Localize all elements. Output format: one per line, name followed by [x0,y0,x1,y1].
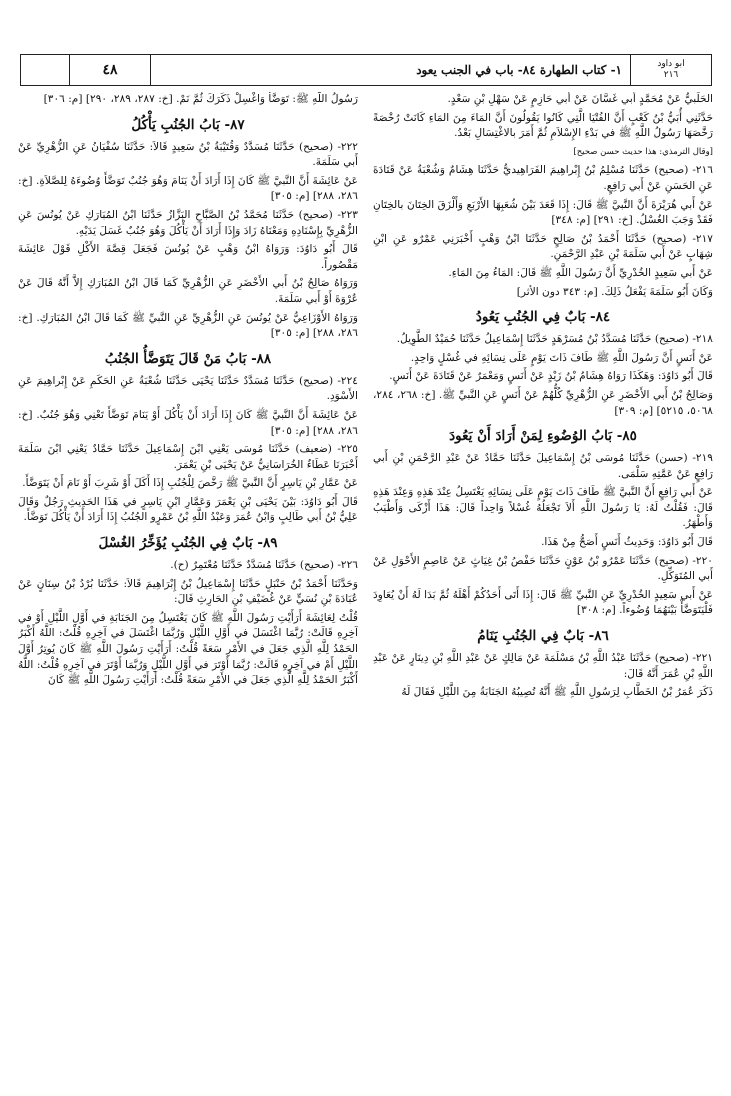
paragraph: رَسُولُ اللَّهِ ﷺ: تَوَضَّأْ وَاغْسِلْ ذَكَرَكَ ثُمَّ نَمْ. [خ: ٢٨٧، ٢٨٩، ٢٩٠] [م: ٣٠٦] [43,93,358,105]
paragraph: عَنْ أَبي هُرَيْرَةَ أَنَّ النَّبيَّ ﷺ قَالَ: إِذَا قَعَدَ بَيْنَ شُعَبِهَا الأَرْبَعِ وَأَلْزَقَ الخِتَانَ بالخِتَانِ فَقَدْ وَجَبَ الغُسْلُ. [خ: ٢٩١] [م: ٣٤٨] [373,198,713,227]
section-heading: ٨٤- بَابٌ فِي الجُنُبِ يَعُودُ [475,309,611,326]
paragraph: حَدَّثَنِي أُبَيُّ بْنُ كَعْبٍ أَنَّ الفُتْيَا الَّتِي كَانُوا يَقُولُونَ أَنَّ المَاءَ مِنَ المَاءِ كَانَتْ رُخْصَةً رَخَّصَهَا رَسُولُ اللَّهِ ﷺ في بَدْءِ الإِسْلاَمِ ثُمَّ أَمَرَ بالاغْتِسَالِ بَعْدُ. [373,111,713,140]
page-header [20,54,712,86]
footnote: [وقال الترمذي: هذا حديث حسن صحيح] [573,146,713,157]
paragraph: وَصَالِحُ بْنُ أَبي الأَخْضَرِ عَنِ الزُّهْرِيِّ كُلُّهُمْ عَنْ أَنَسٍ عَنِ النَّبيِّ ﷺ. [خ: ٢٦٨، ٢٨٤، ٥٠٦٨، ٥٢١٥] [م: ٣٠٩] [373,388,713,417]
paragraph: ٢٢١- (صحيح) حَدَّثَنَا عَبْدُ اللَّهِ بْنُ مَسْلَمَةَ عَنْ مَالِكٍ عَنْ عَبْدِ اللَّهِ بْنِ دِينَارٍ عَنْ عَبْدِ اللَّهِ بْنِ عُمَرَ أَنَّهُ قَالَ: [373,652,713,680]
paragraph: ٢١٧- (صحيح) حَدَّثَنَا أَحْمَدُ بْنُ صَالِحٍ حَدَّثَنَا ابْنُ وَهْبٍ أَخْبَرَنِي عَمْرٌو عَنِ ابْنِ شِهَابٍ عَنْ أَبي سَلَمَةَ بْنِ عَبْدِ الرَّحْمَنِ. [373,232,713,261]
section-heading: ٨٦- بَابٌ فِي الجُنُبِ يَنَامُ [477,628,609,645]
section-heading: ٨٩- بَابٌ فِي الجُنُبِ يُؤَخِّرُ الغُسْلَ [98,535,278,552]
paragraph: وَرَوَاهُ الأَوْزَاعِيُّ عَنْ يُونُسَ عَنِ الزُّهْرِيِّ عَنِ النَّبيِّ ﷺ كَمَا قَالَ ابْنُ المُبَارَكِ. [خ: ٢٨٦، ٢٨٨] [م: ٣٠٥] [18,311,358,340]
header-blank-cell [21,55,69,85]
left-column [18,92,358,1092]
paragraph: الحَلَبيُّ عَنْ مُحَمَّدٍ أَبي غَسَّانَ عَنْ أَبي حَازِمٍ عَنْ سَهْلِ بْنِ سَعْدٍ. [447,93,713,105]
paragraph: قُلْتُ لِعَائِشَةَ أَرَأَيْتِ رَسُولَ اللَّهِ ﷺ كَانَ يَغْتَسِلُ مِنَ الجَنَابَةِ في أَوَّلِ اللَّيْلِ أَوْ في آخِرِهِ قَالَتْ: رُبَّمَا اغْتَسَلَ في أَوَّلِ اللَّيْلِ وَرُبَّمَا اغْتَسَلَ في آخِرِهِ قُلْتُ: اللَّهُ أَكْبَرُ الحَمْدُ لِلَّهِ الَّذِي جَعَلَ في الأَمْرِ سَعَةً قُلْتُ: أَرَأَيْتِ رَسُولَ اللَّهِ ﷺ كَانَ يُوتِرُ أَوَّلَ اللَّيْلِ أَمْ في آخِرِهِ قَالَتْ: رُبَّمَا أَوْتَرَ في أَوَّلِ اللَّيْلِ وَرُبَّمَا أَوْتَرَ في آخِرِهِ قُلْتُ: اللَّهُ أَكْبَرُ الحَمْدُ لِلَّهِ الَّذِي جَعَلَ في الأَمْرِ سَعَةً قُلْتُ: أَرَأَيْتِ رَسُولَ اللَّهِ ﷺ كَانَ [18,611,358,687]
book-number: ٢١٦ [663,70,679,80]
section-heading: ٨٥- بَابُ الوُضُوءِ لِمَنْ أَرَادَ أَنْ يَعُودَ [449,428,637,445]
paragraph: ٢١٩- (حسن) حَدَّثَنَا مُوسَى بْنُ إِسْمَاعِيلَ حَدَّثَنَا حَمَّادٌ عَنْ عَبْدِ الرَّحْمَنِ بْنِ أَبي رَافِعٍ عَنْ عَمَّتِهِ سَلْمَى. [373,452,713,480]
paragraph: وَحَدَّثَنَا أَحْمَدُ بْنُ حَنْبَلٍ حَدَّثَنَا إِسْمَاعِيلُ بْنُ إِبْرَاهِيمَ قَالاَ: حَدَّثَنَا بُرْدُ بْنُ سِنَانٍ عَنْ عُبَادَةَ بْنِ نُسَيٍّ عَنْ غُضَيْفِ بْنِ الحَارِثِ قَالَ: [18,577,358,606]
paragraph: ذَكَرَ عُمَرُ بْنُ الخَطَّابِ لِرَسُولِ اللَّهِ ﷺ أَنَّهُ تُصِيبُهُ الجَنَابَةُ مِنَ اللَّيْلِ فَقَالَ لَهُ [401,686,713,699]
paragraph: ٢٢٣- (صحيح) حَدَّثَنَا مُحَمَّدُ بْنُ الصَّبَّاحِ البَزَّازُ حَدَّثَنَا ابْنُ المُبَارَكِ عَنْ يُونُسَ عَنِ الزُّهْرِيِّ بِإِسْنَادِهِ وَمَعْنَاهُ زَادَ وَإِذَا أَرَادَ أَنْ يَأْكُلَ وَهُوَ جُنُبٌ غَسَلَ يَدَيْهِ. [18,208,358,237]
paragraph: عَنْ أَبي سَعِيدٍ الخُدْرِيِّ عَنِ النَّبيِّ ﷺ قَالَ: إِذَا أَتَى أَحَدُكُمْ أَهْلَهُ ثُمَّ بَدَا لَهُ أَنْ يُعَاوِدَ فَلْيَتَوَضَّأْ بَيْنَهُمَا وُضُوءاً. [م: ٣٠٨] [373,588,713,617]
paragraph: عَنْ عَمَّارِ بْنِ يَاسِرٍ أَنَّ النَّبيَّ ﷺ رَخَّصَ لِلْجُنُبِ إِذَا أَكَلَ أَوْ شَرِبَ أَوْ نَامَ أَنْ يَتَوَضَّأَ. [22,477,358,490]
section-heading: ٨٨- بَابُ مَنْ قَالَ يَتَوَضَّأُ الجُنُبُ [104,350,272,367]
paragraph: عَنْ أَبي سَعِيدٍ الخُدْرِيِّ أَنَّ رَسُولَ اللَّهِ ﷺ قَالَ: المَاءُ مِنَ المَاءِ. [448,266,713,279]
paragraph: قَالَ أَبُو دَاوُدَ: بَيْنَ يَحْيَى بْنِ يَعْمَرَ وَعَمَّارِ ابْنِ يَاسِرٍ في هَذَا الحَدِيثِ رَجُلٌ وَقَالَ عَلِيُّ بْنُ أَبي طَالِبٍ وَابْنُ عُمَرَ وَعَبْدُ اللَّهِ بْنُ عَمْرٍو الجُنُبُ إِذَا أَرَادَ أَنْ يَأْكُلَ تَوَضَّأَ. [18,495,358,524]
paragraph: ٢٢٤- (صحيح) حَدَّثَنَا مُسَدَّدٌ حَدَّثَنَا يَحْيَى حَدَّثَنَا شُعْبَةُ عَنِ الحَكَمِ عَنْ إِبْراهِيمَ عَنِ الأَسْوَدِ. [18,374,358,403]
paragraph: ٢١٨- (صحيح) حَدَّثَنَا مُسَدَّدُ بْنُ مُسَرْهَدٍ حَدَّثَنَا إِسْمَاعِيلُ حَدَّثَنَا حُمَيْدٌ الطَّوِيلُ. [396,333,713,346]
paragraph: وَكَانَ أَبُو سَلَمَةَ يَفْعَلُ ذَلِكَ. [م: ٣٤٣ دون الأثر] [516,285,713,298]
section-heading: ٨٧- بَابُ الجُنُبِ يَأْكُلُ [131,116,245,133]
chapter-title: ١- كتاب الطهارة ٨٤- باب في الجنب يعود [150,55,630,85]
paragraph: عَنْ أَبي رَافِعٍ أَنَّ النَّبيَّ ﷺ طَافَ ذَاتَ يَوْمٍ عَلَى نِسَائِهِ يَغْتَسِلُ عِنْدَ هَذِهِ وَعِنْدَ هَذِهِ قَالَ: فَقُلْتُ لَهُ: يَا رَسُولَ اللَّهِ أَلاَ تَجْعَلُهُ غُسْلاً وَاحِداً قَالَ: هَذَا أَزْكَى وَأَطْيَبُ وَأَطْهَرُ. [373,486,713,530]
book-info [630,55,711,85]
paragraph: قَالَ أَبُو دَاوُدَ: وَرَوَاهُ ابْنُ وَهْبٍ عَنْ يُونُسَ فَجَعَلَ قِصَّةَ الأَكْلِ قَوْلَ عَائِشَةَ مَقْصُوراً. [18,243,358,271]
paragraph: قَالَ أَبُو دَاوُدَ: وَحَدِيثُ أَنَسٍ أَصَحُّ مِنْ هَذَا. [541,536,713,549]
paragraph: ٢٢٦- (صحيح) حَدَّثَنَا مُسَدَّدٌ حَدَّثَنَا مُعْتَمِرٌ (ح). [170,559,358,572]
paragraph: ٢١٦- (صحيح) حَدَّثَنَا مُسْلِمُ بْنُ إِبْراهِيمَ الفَرَاهِيديُّ حَدَّثَنَا هِشَامٌ وَشُعْبَةُ عَنْ قَتَادَةَ عَنِ الحَسَنِ عَنْ أَبي رَافِعٍ. [373,164,713,192]
paragraph: وَرَوَاهُ صَالِحُ بْنُ أَبي الأَخْضَرِ عَنِ الزُّهْرِيِّ كَمَا قَالَ ابْنُ المُبَارَكِ إِلاَّ أَنَّهُ قَالَ عَنْ عُرْوَةَ أَوْ أَبي سَلَمَةَ. [18,277,358,305]
paragraph: ٢٢٢- (صحيح) حَدَّثَنَا مُسَدَّدٌ وَقُتَيْبَةُ بْنُ سَعِيدٍ قَالاَ: حَدَّثَنَا سُفْيَانُ عَنِ الزُّهْرِيِّ عَنْ أَبي سَلَمَةَ. [18,140,358,169]
paragraph: عَنْ عَائِشَةَ أَنَّ النَّبيَّ ﷺ كَانَ إِذَا أَرَادَ أَنْ يَأْكُلَ أَوْ يَنَامَ تَوَضَّأَ تَعْنِي وَهُوَ جُنُبٌ. [خ: ٢٨٦، ٢٨٨] [م: ٣٠٥] [18,408,358,437]
paragraph: عَنْ أَنَسٍ أَنَّ رَسُولَ اللَّهِ ﷺ طَافَ ذَاتَ يَوْمٍ عَلَى نِسَائِهِ في غُسْلٍ وَاحِدٍ. [410,351,713,364]
book-name: ابو داود [657,59,685,69]
paragraph: قَالَ أَبُو دَاوُدَ: وَهَكَذَا رَوَاهُ هِشَامُ بْنُ زَيْدٍ عَنْ أَنَسٍ وَمَعْمَرٌ عَنْ قَتَادَةَ عَنْ أَنَسٍ. [389,370,713,383]
paragraph: ٢٢٠- (صحيح) حَدَّثَنَا عَمْرُو بْنُ عَوْنٍ حَدَّثَنَا حَفْصُ بْنُ غِيَاثٍ عَنْ عَاصِمٍ الأَحْوَلِ عَنْ أَبي المُتَوَكِّلِ. [373,554,713,583]
paragraph: ٢٢٥- (ضعيف) حَدَّثَنَا مُوسَى يَعْنِي ابْنَ إِسْمَاعِيلَ حَدَّثَنَا حَمَّادٌ يَعْنِي ابْنَ سَلَمَةَ أَخْبَرَنَا عَطَاءٌ الخُرَاسَانِيُّ عَنْ يَحْيَى بْنِ يَعْمَرَ. [18,443,358,471]
page-number: ٤٨ [69,55,150,85]
right-column [373,92,713,1092]
paragraph: عَنْ عَائِشَةَ أَنَّ النَّبيَّ ﷺ كَانَ إِذَا أَرَادَ أَنْ يَنَامَ وَهُوَ جُنُبٌ تَوَضَّأَ وُضُوءَهُ لِلصَّلاَةِ. [خ: ٢٨٦، ٢٨٨] [م: ٣٠٥] [18,174,358,203]
